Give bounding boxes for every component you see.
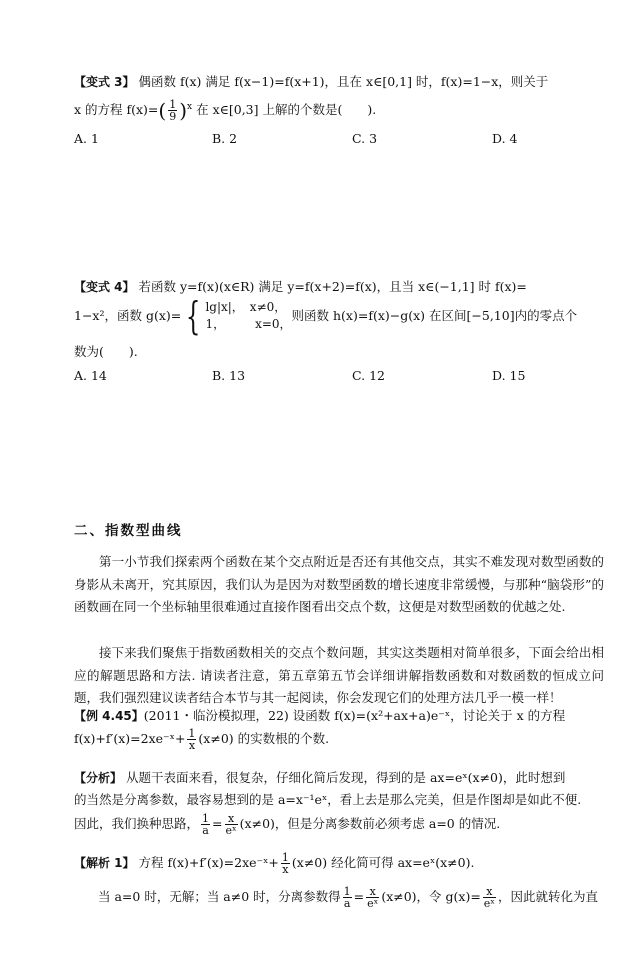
variant4-text1: 若函数 y=f(x)(x∈R) 满足 y=f(x+2)=f(x)，且当 x∈(−1,1] 时 f(x)= [138, 279, 527, 294]
variant3-fraction [168, 99, 177, 122]
example-text1: 设函数 f(x)=(x²+ax+a)e⁻ˣ，讨论关于 x 的方程 [292, 708, 566, 723]
example-line2 [74, 728, 329, 751]
frac-den: eˣ [225, 824, 237, 837]
case-1: lg|x|， x≠0， [205, 300, 287, 314]
analysis-text1: 从题干表面来看，很复杂，仔细化简后发现，得到的是 ax=eˣ(x≠0)，此时想到 [126, 770, 566, 785]
solution-text2-c: ，因此就转化为直 [497, 889, 598, 904]
piecewise-cases [205, 299, 291, 333]
variant4-label: 【变式 4】 [74, 280, 135, 294]
frac-den: x [282, 863, 289, 876]
variant4-line2 [74, 294, 578, 338]
example-text2-post: (x≠0) 的实数根的个数. [198, 731, 330, 746]
analysis-line2: 的当然是分离参数，最容易想到的是 a=x⁻¹eˣ，看上去是那么完美，但是作图却是如此不便. [74, 792, 582, 807]
frac-den: a [343, 897, 351, 910]
example-line1 [74, 707, 565, 725]
example-source: (2011・临汾模拟理，22) [143, 708, 289, 723]
variant3-text2-pre: x 的方程 f(x)= [74, 102, 159, 118]
solution-fraction [281, 852, 290, 875]
solution-fraction-3 [483, 886, 496, 909]
frac-num: 1 [343, 885, 351, 898]
variant4-option-a: A. 14 [74, 368, 107, 383]
variant4-line3: 数为( ). [74, 344, 138, 359]
variant3-option-c: C. 3 [352, 131, 378, 146]
frac-den: eˣ [483, 897, 495, 910]
frac-num: 1 [169, 98, 177, 112]
paragraph-2: 接下来我们聚焦于指数函数相关的交点个数问题，其实这类题相对简单很多，下面会给出相应的解题思路和方法. 请读者注意，第五章第五节会详细讲解指数函数和对数函数的恒成立问题，我们强烈建议读者结合本节与其一起阅读，你会发现它们的处理方法几乎一模一样！ [74, 645, 604, 705]
variant4-option-d: D. 15 [492, 368, 526, 383]
solution-text1-pre: 方程 f(x)+f′(x)=2xe⁻ˣ+ [138, 855, 279, 870]
variant3-option-b: B. 2 [212, 131, 238, 146]
variant3-text1: 偶函数 f(x) 满足 f(x−1)=f(x+1)，且在 x∈[0,1] 时，f(x)=1−x，则关于 [138, 74, 549, 89]
frac-den: 9 [169, 110, 177, 124]
example-label: 【例 4.45】 [74, 709, 144, 723]
solution-line1 [74, 852, 474, 875]
solution-text2-a: 当 a=0 时，无解；当 a≠0 时，分离参数得 [98, 889, 341, 904]
equals-sign: = [353, 889, 365, 904]
frac-den: a [202, 824, 209, 837]
section-title: 二、指数型曲线 [74, 523, 183, 539]
solution-fraction-1 [343, 886, 352, 909]
example-text2-pre: f(x)+f′(x)=2xe⁻ˣ+ [74, 731, 186, 746]
frac-num: x [225, 813, 238, 825]
equals-sign: = [212, 816, 223, 831]
variant4-line1 [74, 278, 527, 296]
analysis-text3-pre: 因此，我们换种思路， [74, 816, 200, 831]
solution-text1-post: (x≠0) 经化简可得 ax=eˣ(x≠0). [291, 855, 475, 870]
variant4-option-c: C. 12 [352, 368, 385, 383]
brace-symbol: { [186, 294, 201, 338]
solution-line2 [98, 886, 598, 909]
analysis-text3-post: (x≠0)，但是分离参数前必须考虑 a=0 的情况. [239, 816, 501, 831]
variant3-exponent: x [187, 102, 193, 112]
paragraph-1: 第一小节我们探索两个函数在某个交点附近是否还有其他交点，其实不难发现对数型函数的身影从未离开，究其原因，我们认为是因为对数型函数的增长速度非常缓慢，与那种“脑袋形”的函数画在同一个坐标轴里很难通过直接作图看出交点个数，这便是对数型函数的优越之处. [74, 554, 604, 614]
frac-den: eˣ [367, 897, 379, 910]
frac-num: 1 [202, 812, 210, 825]
variant3-option-a: A. 1 [74, 131, 99, 146]
solution-text2-b: (x≠0)，令 g(x)= [381, 889, 481, 904]
variant4-option-b: B. 13 [212, 368, 246, 383]
solution-label: 【解析 1】 [74, 856, 135, 870]
variant4-text2-pre: 1−x²，函数 g(x)= [74, 308, 182, 323]
frac-num: x [483, 886, 496, 898]
variant3-option-d: D. 4 [492, 131, 518, 146]
analysis-line3 [74, 813, 500, 836]
variant3-label: 【变式 3】 [74, 75, 135, 89]
example-fraction [187, 728, 196, 751]
variant4-text2-post: 则函数 h(x)=f(x)−g(x) 在区间[−5,10]内的零点个 [291, 308, 578, 323]
analysis-label: 【分析】 [74, 771, 123, 785]
analysis-fraction-1 [201, 813, 210, 836]
frac-den: x [188, 739, 196, 752]
case-2: 1， x=0， [205, 317, 292, 331]
variant3-line1 [74, 73, 548, 91]
frac-num: x [366, 886, 379, 898]
analysis-fraction-2 [225, 813, 238, 836]
analysis-line1 [74, 769, 565, 787]
solution-fraction-2 [366, 886, 379, 909]
frac-num: 1 [281, 851, 289, 864]
variant3-line2: x 的方程 f(x)=( $\frac{1}{9}$ )$^x$ 在 x∈[0,3] 上解的个数是( ). [74, 98, 377, 124]
variant3-text2-post: 在 x∈[0,3] 上解的个数是( ). [196, 102, 377, 118]
frac-num: 1 [188, 727, 196, 740]
